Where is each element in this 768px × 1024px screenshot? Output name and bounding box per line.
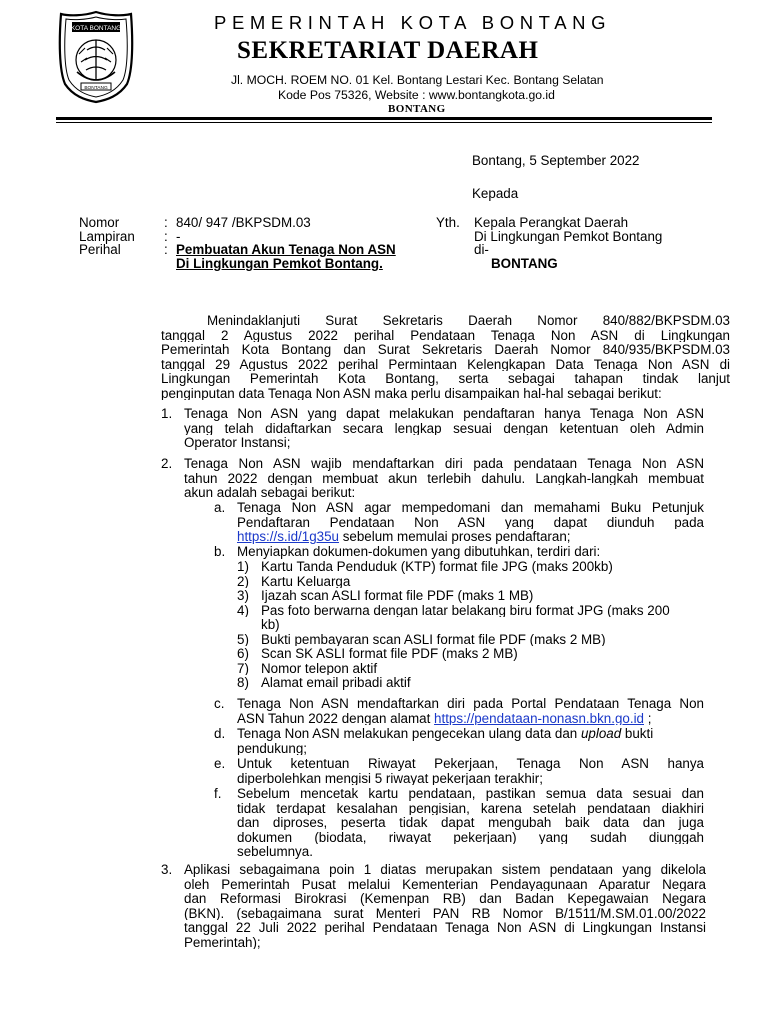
recipient-line-2: Di Lingkungan Pemkot Bontang	[474, 229, 663, 244]
item-line: tahun 2022 dengan membuat akun terlebih dahulu. Langkah-langkah membuat	[184, 470, 704, 485]
recipient-line-1: Kepala Perangkat Daerah	[474, 215, 629, 230]
document-item-continuation: kb)	[261, 617, 280, 632]
item-line: yang telah didaftarkan secara lengkap sesuai dengan ketentuan oleh Admin	[184, 420, 704, 435]
sub-d-italic: upload	[580, 726, 622, 741]
sub-c-prefix: ASN Tahun 2022 dengan alamat	[237, 710, 435, 725]
recipient-line-3: di-	[474, 242, 489, 257]
sub-line: sebelumnya.	[237, 844, 313, 859]
document-item	[237, 603, 707, 618]
document-item	[237, 646, 707, 661]
document-text: Kartu Tanda Penduduk (KTP) format file JPG (maks 200kb)	[261, 559, 613, 574]
item-line: (BKN). (sebagaimana surat Menteri PAN RB Nomor B/1511/M.SM.01.00/2022	[184, 905, 706, 920]
sub-a-mark: a.	[214, 500, 226, 515]
item-line: Aplikasi sebagaimana poin 1 diatas merupakan sistem pendataan yang dikelola	[184, 862, 706, 877]
sub-line: Untuk ketentuan Riwayat Pekerjaan, Tenaga Non ASN hanya	[237, 756, 704, 771]
document-item	[237, 559, 707, 574]
intro-line: tanggal 29 Agustus 2022 perihal Permintaan Kelengkapan Data Tenaga Non ASN di	[161, 356, 730, 371]
item-line: Tenaga Non ASN yang dapat melakukan pendaftaran hanya Tenaga Non ASN	[184, 406, 704, 421]
sub-line: tidak terdapat kesalahan pengisian, karena setelah pendataan diakhiri	[237, 800, 704, 815]
perihal-line-1: Pembuatan Akun Tenaga Non ASN	[176, 242, 396, 257]
sub-line: Tenaga Non ASN agar mempedomani dan memahami Buku Petunjuk	[237, 500, 704, 515]
document-number: 5)	[237, 631, 249, 646]
sub-line: dan diproses, peserta tidak dapat mengubah baik data dan juga	[237, 815, 704, 830]
document-number: 6)	[237, 646, 249, 661]
sub-c-text	[237, 696, 704, 725]
item-1-text	[184, 406, 704, 450]
item-line: tanggal 22 Juli 2022 perihal Pendataan Tenaga Non ASN di Lingkungan Instansi	[184, 920, 706, 935]
sub-line	[237, 711, 704, 726]
intro-line: Pemerintah Kota Bontang dan Surat Sekretaris Daerah Nomor 840/935/BKPSDM.03	[161, 342, 730, 357]
intro-line: penginputan data Tenaga Non ASN maka perlu disampaikan hal-hal sebagai berikut:	[161, 385, 662, 400]
recipient-yth: Yth.	[436, 215, 460, 230]
item-1-number: 1.	[161, 406, 173, 421]
sub-b-text: Menyiapkan dokumen-dokumen yang dibutuhkan, terdiri dari:	[237, 544, 601, 559]
document-text: Nomor telepon aktif	[261, 660, 378, 675]
nomor-label: Nomor	[79, 215, 120, 230]
seal-text-bottom: BONTANG	[84, 86, 108, 91]
item-2-number: 2.	[161, 456, 173, 471]
document-text: Scan SK ASLI format file PDF (maks 2 MB)	[261, 646, 518, 661]
government-name: PEMERINTAH KOTA BONTANG	[214, 12, 612, 33]
sub-f-mark: f.	[214, 786, 222, 801]
nomor-colon: :	[164, 215, 168, 230]
sub-a-after-link: sebelum memulai proses pendaftaran;	[339, 529, 571, 544]
intro-line: tanggal 2 Agustus 2022 perihal Pendataan Tenaga Non ASN di Lingkungan	[161, 327, 730, 342]
document-number: 8)	[237, 675, 249, 690]
document-item	[237, 574, 707, 589]
sub-line: diperbolehkan mengisi 5 riwayat pekerjaan terakhir;	[237, 770, 543, 785]
item-line: akun adalah sebagai berikut:	[184, 485, 356, 500]
sub-e-text	[237, 756, 704, 785]
document-text: Pas foto berwarna dengan latar belakang biru format JPG (maks 200	[261, 602, 670, 617]
document-list	[237, 559, 707, 690]
document-item	[237, 588, 707, 603]
letterhead-rule-thin	[56, 122, 712, 123]
address-line-1: Jl. MOCH. ROEM NO. 01 Kel. Bontang Lestari Kec. Bontang Selatan	[231, 73, 604, 87]
letterhead-rule-thick	[56, 117, 712, 120]
recipient-line-4: BONTANG	[491, 256, 558, 271]
recipient-kepada: Kepada	[472, 186, 519, 201]
item-line: Pemerintah);	[184, 934, 261, 949]
item-line: Tenaga Non ASN wajib mendaftarkan diri pada pendataan Tenaga Non ASN	[184, 456, 704, 471]
sub-e-mark: e.	[214, 756, 226, 771]
nomor-value: 840/ 947 /BKPSDM.03	[176, 215, 311, 230]
sub-f-text	[237, 786, 704, 859]
perihal-line-2: Di Lingkungan Pemkot Bontang.	[176, 256, 383, 271]
sub-d-prefix: Tenaga Non ASN melakukan pengecekan ulang data dan	[237, 726, 581, 741]
lampiran-colon: :	[164, 229, 168, 244]
lampiran-value: -	[176, 229, 181, 244]
document-number: 4)	[237, 602, 249, 617]
item-3-number: 3.	[161, 862, 173, 877]
sub-line: Pendaftaran Pendataan Non ASN yang dapat diunduh pada	[237, 514, 704, 529]
document-item	[237, 632, 707, 647]
intro-line: Lingkungan Pemerintah Kota Bontang, serta sebagai tahapan tindak lanjut	[161, 371, 730, 386]
document-number: 7)	[237, 660, 249, 675]
document-number: 2)	[237, 573, 249, 588]
document-item	[237, 675, 707, 690]
sub-c-mark: c.	[214, 696, 225, 711]
item-line: Operator Instansi;	[184, 435, 291, 450]
sub-line: pendukung;	[237, 740, 307, 755]
city-seal	[57, 10, 135, 104]
petunjuk-link[interactable]: https://s.id/1g35u	[237, 529, 339, 544]
address-line-2: Kode Pos 75326, Website : www.bontangkota.go.id	[278, 88, 555, 102]
seal-emblem-icon	[57, 10, 135, 104]
sub-line	[237, 529, 704, 544]
document-number: 3)	[237, 588, 249, 603]
sub-line: Tenaga Non ASN mendaftarkan diri pada Portal Pendataan Tenaga Non	[237, 696, 704, 711]
portal-link[interactable]: https://pendataan-nonasn.bkn.go.id	[434, 710, 644, 725]
intro-line: Menindaklanjuti Surat Sekretaris Daerah Nomor 840/882/BKPSDM.03	[207, 313, 730, 328]
sub-line: dokumen (biodata, riwayat pekerjaan) yang sudah diunggah	[237, 829, 704, 844]
document-text: Bukti pembayaran scan ASLI format file PDF (maks 2 MB)	[261, 631, 606, 646]
item-2-text	[184, 456, 704, 500]
item-line: dan Reformasi Birokrasi (Kemenpan RB) dan Badan Kepegawaian Negara	[184, 891, 706, 906]
sub-b-mark: b.	[214, 544, 226, 559]
item-3-text	[184, 862, 706, 949]
intro-paragraph	[161, 313, 730, 400]
sub-d-mark: d.	[214, 726, 226, 741]
sub-line: Sebelum mencetak kartu pendataan, pastikan semua data sesuai dan	[237, 786, 704, 801]
sub-a-text	[237, 500, 704, 544]
sub-c-suffix: ;	[644, 710, 652, 725]
sub-line	[237, 726, 707, 741]
office-name: SEKRETARIAT DAERAH	[237, 37, 539, 64]
perihal-colon: :	[164, 242, 168, 257]
sub-d-text	[237, 726, 707, 755]
sub-d-suffix: bukti	[621, 726, 654, 741]
perihal-label: Perihal	[79, 242, 121, 257]
letter-date: Bontang, 5 September 2022	[472, 153, 640, 168]
seal-text-top: KOTA BONTANG	[70, 25, 122, 32]
item-line: oleh Pemerintah Pusat melalui Kementerian Pendayagunaan Aparatur Negara	[184, 876, 706, 891]
document-text: Alamat email pribadi aktif	[261, 675, 411, 690]
document-text: Kartu Keluarga	[261, 573, 351, 588]
lampiran-label: Lampiran	[79, 229, 135, 244]
document-text: Ijazah scan ASLI format file PDF (maks 1 MB)	[261, 588, 534, 603]
letterhead-city: BONTANG	[388, 103, 446, 115]
document-item	[237, 661, 707, 676]
document-number: 1)	[237, 559, 249, 574]
